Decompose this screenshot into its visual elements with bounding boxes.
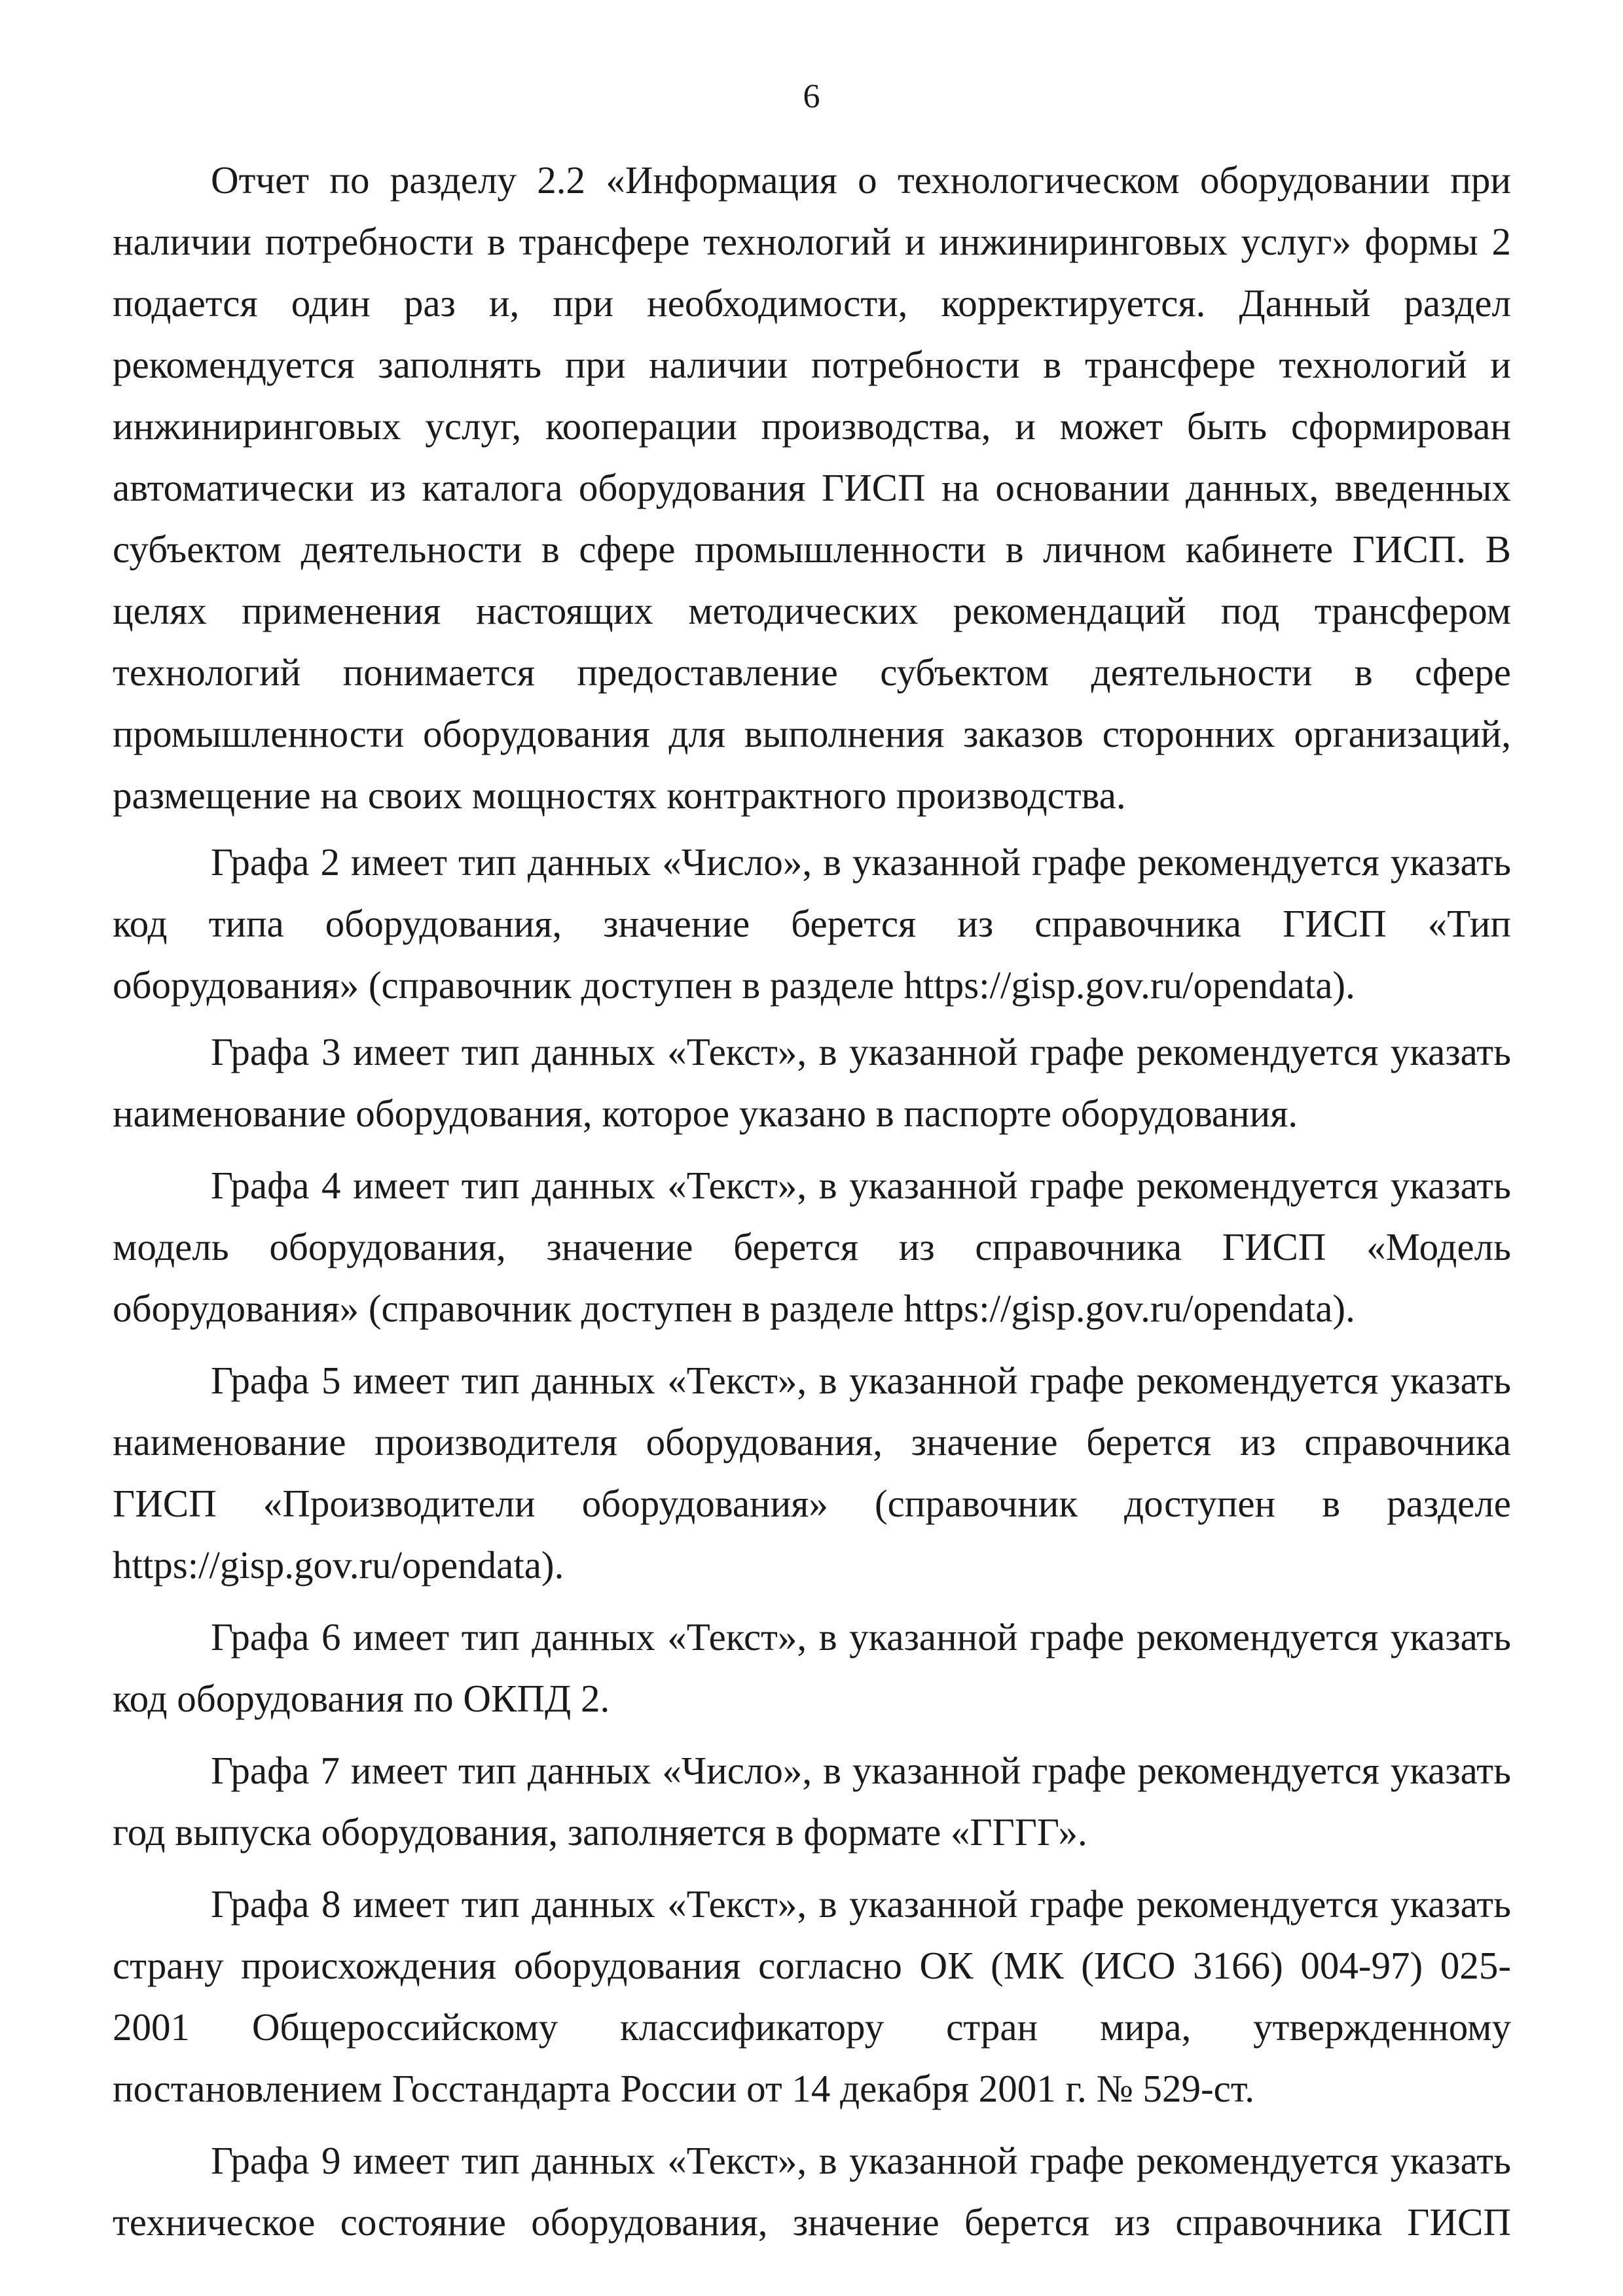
paragraph-column-6: Графа 6 имеет тип данных «Текст», в указанной графе рекомендуется указать код оборудования по ОКПД 2. (113, 1615, 1511, 1720)
document-body (113, 149, 1511, 2253)
paragraph-column-5: Графа 5 имеет тип данных «Текст», в указанной графе рекомендуется указать наименование производителя оборудования, значение берется из справочника ГИСП «Производители оборудования» (справочник доступен в разделе https://gisp.gov.ru/opendata). (113, 1359, 1511, 1587)
paragraph-column-3: Графа 3 имеет тип данных «Текст», в указанной графе рекомендуется указать наименование оборудования, которое указано в паспорте оборудования. (113, 1030, 1511, 1135)
paragraph-column-7: Графа 7 имеет тип данных «Число», в указанной графе рекомендуется указать год выпуска оборудования, заполняется в формате «ГГГГ». (113, 1749, 1511, 1854)
paragraph-column-9: Графа 9 имеет тип данных «Текст», в указанной графе рекомендуется указать техническое состояние оборудования, значение берется из справочника ГИСП (113, 2139, 1511, 2244)
paragraph-column-2: Графа 2 имеет тип данных «Число», в указанной графе рекомендуется указать код типа оборудования, значение берется из справочника ГИСП «Тип оборудования» (справочник доступен в разделе https://gisp.gov.ru/opendata). (113, 840, 1511, 1007)
page-number: 6 (803, 78, 820, 115)
paragraph-report-section-2-2: Отчет по разделу 2.2 «Информация о технологическом оборудовании при наличии потребности в трансфере технологий и инжиниринговых услуг» формы 2 подается один раз и, при необходимости, корректируется. Данный раздел рекомендуется заполнять при наличии потребности в трансфере технологий и инжиниринговых услуг, кооперации производства, и может быть сформирован автоматически из каталога оборудования ГИСП на основании данных, введенных субъектом деятельности в сфере промышленности в личном кабинете ГИСП. В целях применения настоящих методических рекомендаций под трансфером технологий понимается предоставление субъектом деятельности в сфере промышленности оборудования для выполнения заказов сторонних организаций, размещение на своих мощностях контрактного производства. (113, 158, 1511, 817)
paragraph-column-8: Графа 8 имеет тип данных «Текст», в указанной графе рекомендуется указать страну происхождения оборудования согласно ОК (МК (ИСО 3166) 004-97) 025-2001 Общероссийскому классификатору стран мира, утвержденному постановлением Госстандарта России от 14 декабря 2001 г. № 529-ст. (113, 1882, 1511, 2110)
paragraph-column-4: Графа 4 имеет тип данных «Текст», в указанной графе рекомендуется указать модель оборудования, значение берется из справочника ГИСП «Модель оборудования» (справочник доступен в разделе https://gisp.gov.ru/opendata). (113, 1164, 1511, 1330)
